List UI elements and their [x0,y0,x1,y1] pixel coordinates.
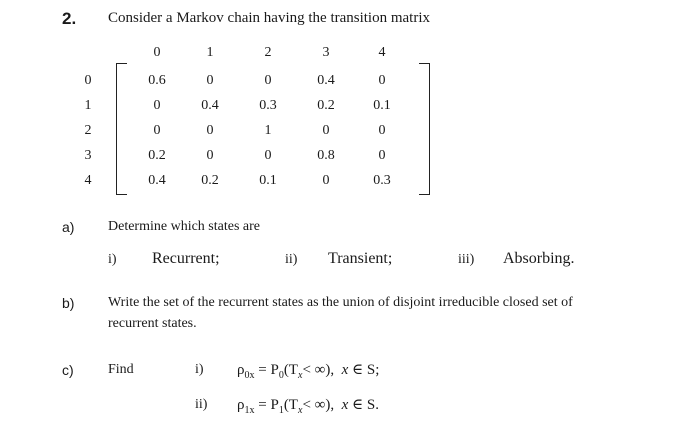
probability-symbol: P [270,362,279,378]
part-a-item-num: i) [108,252,117,267]
part-c-item-num: i) [195,362,204,377]
matrix-cell: 0.3 [373,173,391,188]
hitting-time-open: (T [283,397,298,413]
rho-symbol: ρ [237,362,245,378]
probability-subscript: 1 [278,405,284,416]
hitting-time-open: (T [283,362,298,378]
part-c-find: Find [108,362,134,377]
matrix-cell: 0 [206,123,214,138]
hitting-time-subscript: x [297,405,303,416]
part-a-prompt: Determine which states are [108,219,260,234]
matrix-cell: 0.4 [317,73,335,88]
rho-symbol: ρ [237,397,245,413]
matrix-cell: 0.6 [148,73,166,88]
part-a-item-text: Transient; [328,250,393,267]
matrix-col-header: 4 [378,45,386,60]
part-b-label: b) [62,295,75,311]
matrix-cell: 0 [264,148,272,163]
matrix-cell: 0 [322,123,330,138]
matrix-row-header: 0 [84,73,92,88]
probability-symbol: P [270,397,279,413]
part-a-item-num: ii) [285,252,298,267]
matrix-col-header: 1 [206,45,214,60]
equals-sign: = [258,397,267,413]
part-b-line-2: recurrent states. [108,316,197,331]
matrix-cell: 0.1 [373,98,391,113]
matrix-cell: 0.4 [148,173,166,188]
part-a-label: a) [62,219,75,235]
part-c-item-num: ii) [195,397,208,412]
matrix-cell: 0 [378,123,386,138]
hitting-time-subscript: x [297,370,303,381]
matrix-cell: 0.2 [148,148,166,163]
probability-subscript: 0 [278,370,284,381]
matrix-row-header: 3 [84,148,92,163]
hitting-time-rest: < ∞), [302,362,335,378]
part-a-item-num: iii) [458,252,475,267]
matrix-col-header: 0 [153,45,161,60]
equals-sign: = [258,362,267,378]
matrix-cell: 1 [264,123,272,138]
matrix-cell: 0 [378,73,386,88]
matrix-cell: 0 [264,73,272,88]
matrix-cell: 0 [153,98,161,113]
part-c-label: c) [62,362,74,378]
matrix-cell: 0.2 [201,173,219,188]
matrix-cell: 0 [322,173,330,188]
matrix-col-header: 3 [322,45,330,60]
domain-variable: x [341,362,349,378]
formula-rho-0x [237,360,379,381]
formula-rho-1x [237,395,379,416]
matrix-row-header: 4 [84,173,92,188]
matrix-cell: 0 [153,123,161,138]
matrix-right-bracket [419,63,430,195]
matrix-cell: 0.1 [259,173,277,188]
part-a-item-text: Recurrent; [152,250,220,267]
matrix-cell: 0.4 [201,98,219,113]
rho-subscript: 0x [244,370,255,381]
matrix-cell: 0.8 [317,148,335,163]
matrix-col-header: 2 [264,45,272,60]
domain-rest: ∈ S. [352,397,379,413]
matrix-cell: 0 [206,73,214,88]
part-a-item-text: Absorbing. [503,250,575,267]
matrix-cell: 0.2 [317,98,335,113]
matrix-cell: 0.3 [259,98,277,113]
question-number: 2. [62,9,77,28]
question-intro: Consider a Markov chain having the transition matrix [108,10,431,26]
domain-variable: x [341,397,349,413]
matrix-row-header: 2 [84,123,92,138]
matrix-cell: 0 [206,148,214,163]
hitting-time-rest: < ∞), [302,397,335,413]
domain-rest: ∈ S; [352,362,380,378]
matrix-cell: 0 [378,148,386,163]
part-b-line-1: Write the set of the recurrent states as the union of disjoint irreducible closed set of [108,295,573,310]
rho-subscript: 1x [244,405,255,416]
matrix-row-header: 1 [84,98,92,113]
matrix-left-bracket [116,63,127,195]
